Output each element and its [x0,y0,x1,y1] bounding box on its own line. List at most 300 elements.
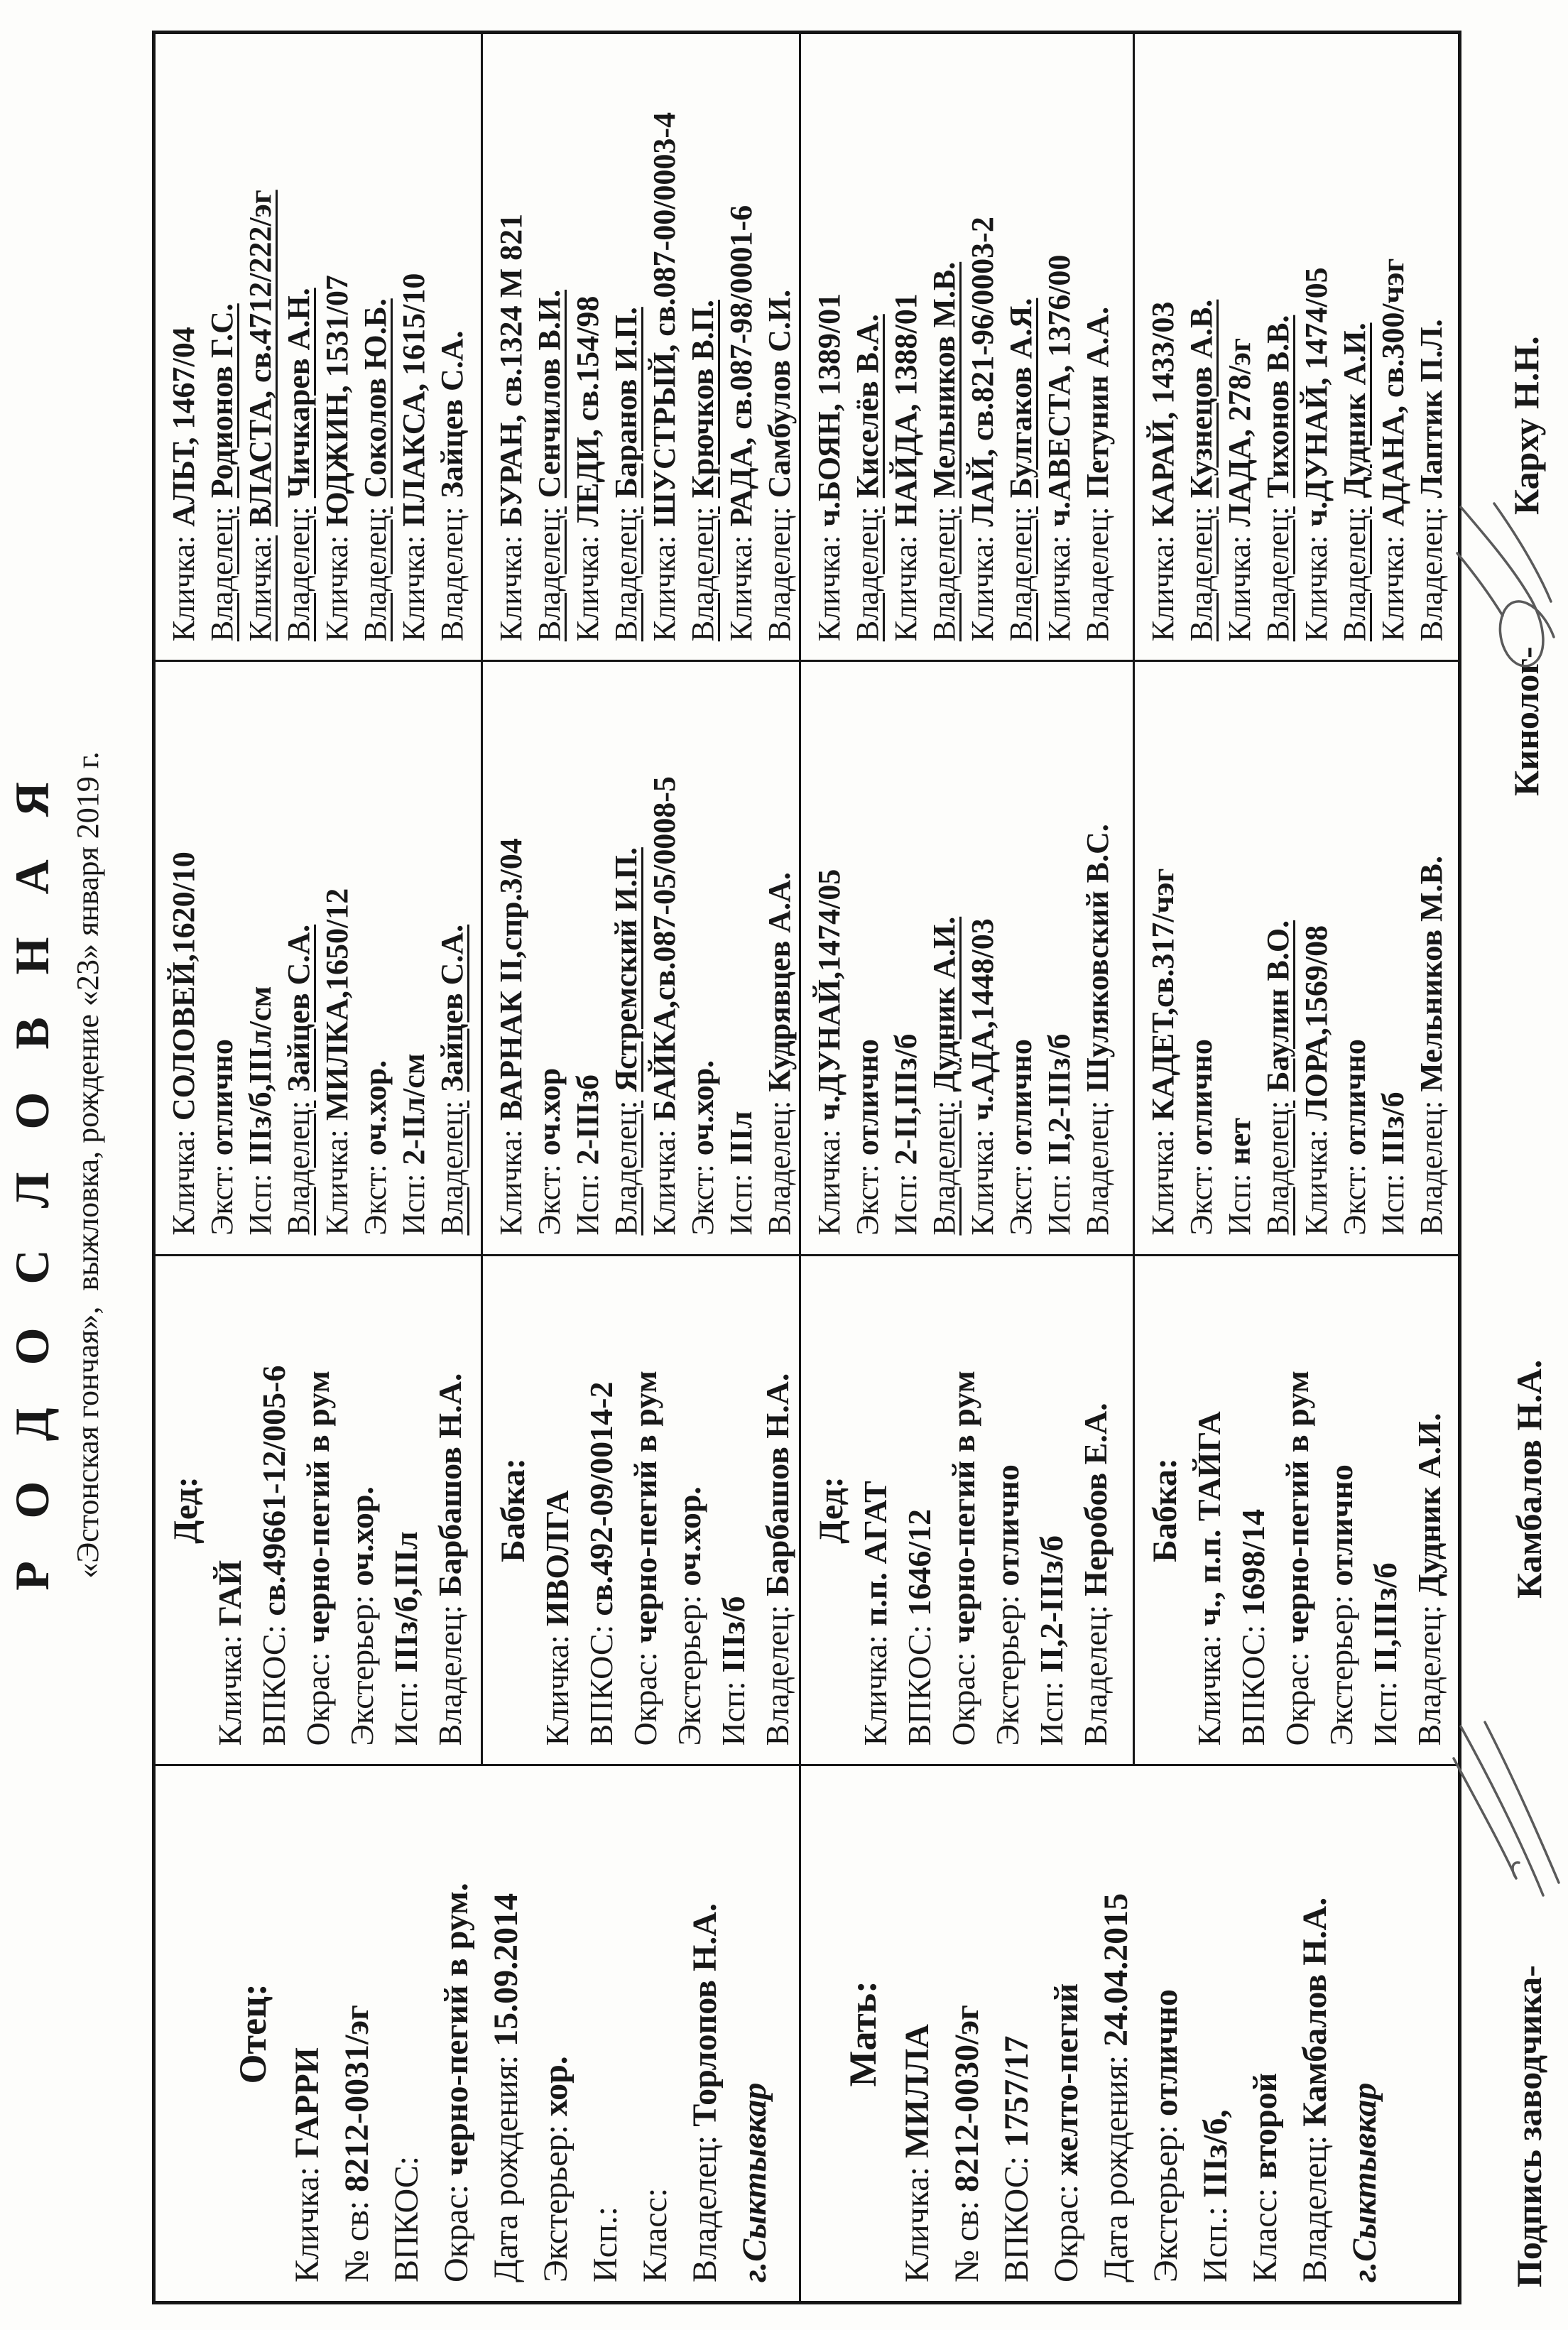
great-grandparents-cell-3 [799,662,1133,1253]
value: ЛОРА,1569/08 [1299,925,1334,1121]
value: Шуляковский В.С. [1080,824,1115,1092]
label: Окрас: [1047,2184,1085,2282]
class-line [1241,1766,1290,2301]
label: Владелец: [1411,1604,1447,1746]
parents-column [156,1766,1458,2301]
value: Чичкарев А.Н. [281,288,316,499]
value: ч., п.п. ТАЙГА [1191,1411,1227,1627]
value: Кудрявцев А.А. [762,872,797,1092]
value: IIIз/б,IIIл/см [243,986,278,1165]
label: ВПКОС: [388,2155,425,2282]
owner-line [925,662,964,1253]
breeder-name: Камбалов Н.А. [1509,1359,1549,1599]
label: Кличка: [857,1635,893,1746]
label: Экстерьер: [1147,2125,1185,2282]
owner-line [1002,34,1040,660]
label: Экст: [850,1164,885,1236]
label: Кличка: [1191,1635,1227,1746]
label: Владелец: [927,506,962,642]
exterior-line [1141,1766,1191,2301]
name-line [535,1256,579,1765]
value: Соколов Ю.Б. [358,298,393,499]
value: Мельников М.В. [927,261,962,499]
value: II,2-IIIз/б [1042,1033,1077,1165]
name-line [241,34,280,660]
label: Окрас: [300,1652,336,1746]
label: Окрас: [437,2184,475,2282]
field-trial-line [1363,1256,1408,1765]
value: II,2-IIIз/б [1033,1535,1069,1673]
mother-cell [799,1766,1458,2301]
label: Исп: [243,1173,278,1236]
owner-line [1079,662,1117,1253]
label: Кличка: [1222,535,1257,642]
value: 8212-0031/эг [338,2005,376,2192]
owner-line [203,34,241,660]
label: Кличка: [494,1129,528,1236]
value: отлично [850,1039,885,1156]
label: Кличка: [212,1635,248,1746]
label: Кличка: [1145,1129,1180,1236]
label: Кличка: [1145,535,1180,642]
owner-line [761,662,799,1253]
label: Владелец: [609,506,643,642]
exterior-line [1336,662,1374,1253]
label: Кличка: [965,535,1000,642]
label: Экст: [205,1164,239,1236]
owner-line [680,1766,730,2301]
name-line [1040,34,1079,660]
name-line [492,662,530,1253]
value: желто-пегий [1047,1983,1085,2177]
label: Исп: [724,1173,758,1236]
value: г.Сыктывкар [736,2082,773,2282]
label: Исп: [1367,1681,1403,1746]
owner-line [428,1256,472,1765]
value: ЮДЖИН, 1531/07 [320,275,354,527]
label: Владелец: [762,1100,797,1236]
value: НАЙДА, 1388/01 [888,293,923,527]
great-grandparents-cell-4 [1133,662,1458,1253]
value: II,IIIз/б [1367,1562,1403,1673]
grandmother-maternal-cell [1133,1256,1458,1765]
value: отлично [205,1039,239,1156]
field-trial-line [1221,662,1259,1253]
value: Зайцев С.А. [435,330,469,499]
label: Кличка: [320,535,354,642]
vpkos-line [992,1766,1042,2301]
mother-header: Мать: [842,1980,884,2087]
value: Дудник А.И. [927,916,962,1092]
label: Класс: [1246,2187,1284,2282]
value: Ястремский И.П. [609,847,643,1092]
label: Владелец: [435,1100,469,1236]
value: Лаптик П.Л. [1414,319,1449,499]
value: нет [1222,1118,1257,1165]
label: Владелец: [762,506,797,642]
label: Кличка: [965,1129,1000,1236]
value: Крючков В.П. [685,300,720,499]
label: Кличка: [898,2166,936,2282]
name-line [1297,34,1336,660]
name-line [569,34,607,660]
grandfather-maternal-cell [799,1256,1133,1765]
name-line [646,662,684,1253]
label: Экст: [1337,1164,1372,1236]
color-line [942,1256,986,1765]
value: ВАРНАК II,спр.3/04 [494,838,528,1121]
exterior-line [1002,662,1040,1253]
label: Исп.: [1197,2206,1234,2282]
value: Сенчилов В.И. [532,289,567,499]
label: Исп: [888,1173,923,1236]
label: № св: [948,2200,986,2282]
owner-line [530,34,569,660]
name-line [854,1256,898,1765]
field-trial-line [1191,1766,1241,2301]
field-trial-line [1030,1256,1074,1765]
owner-line [684,34,722,660]
value: 15.09.2014 [487,1893,525,2047]
owner-line [925,34,964,660]
owner-line [756,1256,799,1765]
exterior-line [668,1256,712,1765]
value: IIIз/б, [1197,2109,1234,2198]
value: ч.ДУНАЙ,1474/05 [812,869,846,1121]
label: Владелец: [435,506,469,642]
name-line [964,34,1002,660]
value: ВЛАСТА, св.4712/222/эг [243,190,278,527]
value: 1646/12 [901,1508,937,1616]
value: отлично [1003,1039,1038,1156]
label: Экст: [685,1164,720,1236]
label: Владелец: [358,506,393,642]
owner-line [1182,34,1221,660]
owner-line [1074,1256,1118,1765]
label: ВПКОС: [583,1624,619,1746]
label: Владелец: [927,1100,962,1236]
father-header: Отец: [232,1983,274,2084]
field-trial-line [581,1766,631,2301]
label: Дата рождения: [487,2054,525,2282]
granddam-header: Бабка: [1146,1458,1184,1562]
color-line [1275,1256,1319,1765]
vpkos-line [252,1256,296,1765]
grandparents-column [156,1256,1458,1767]
field-trial-line [722,662,761,1253]
name-line [1187,1256,1231,1765]
label: Владелец: [1296,2135,1334,2282]
owner-line [1259,662,1297,1253]
label: Класс: [636,2187,674,2282]
label: Владелец: [686,2135,724,2282]
name-line [646,34,684,660]
value: оч.хор [532,1067,567,1156]
name-line [395,34,433,660]
class-line [631,1766,680,2301]
label: Экстерьер: [344,1594,380,1746]
exterior-line [530,662,569,1253]
value: черно-пегий в рум. [437,1883,475,2177]
label: Кличка: [396,535,431,642]
owner-line [1408,1256,1452,1765]
value: ШУСТРЫЙ, св.087-00/0003-4 [647,111,682,527]
value: Петунин А.А. [1080,306,1115,499]
label: Исп: [715,1681,751,1746]
owner-line [1290,1766,1340,2301]
grandmother-paternal-cell [481,1256,799,1765]
name-line [1297,662,1336,1253]
label: Кличка: [1299,1129,1334,1236]
value: Родионов Г.С. [205,303,239,499]
label: Кличка: [647,535,682,642]
label: Владелец: [1414,1100,1449,1236]
value: п.п. АГАТ [857,1481,893,1627]
name-line [165,662,203,1253]
label: Исп.: [587,2206,624,2282]
value: черно-пегий в рум [627,1371,663,1644]
value: ч.АВЕСТА, 1376/00 [1042,254,1077,527]
certificate-number-line [942,1766,992,2301]
value: АДАНА, св.300/чэг [1376,258,1410,527]
vpkos-line [898,1256,942,1765]
owner-line [433,34,472,660]
value: РАДА, св.087-98/0001-6 [724,205,758,527]
exterior-line [986,1256,1030,1765]
label: Исп: [396,1173,431,1236]
gg-grandparents-cell-4 [1133,34,1458,660]
name-line [1144,34,1182,660]
value: отлично [1337,1039,1372,1156]
label: Владелец: [281,506,316,642]
label: Владелец: [1080,506,1115,642]
label: ВПКОС: [1235,1624,1271,1746]
pedigree-table [152,31,1461,2304]
value: Барбашов Н.А. [759,1373,795,1596]
value: КАДЕТ,св.317/чэг [1145,868,1180,1121]
label: Исп: [1042,1173,1077,1236]
label: Кличка: [812,535,846,642]
value: 2-IIл/см [396,1053,431,1165]
field-trial-line [384,1256,428,1765]
field-trial-line [712,1256,756,1765]
field-trial-line [887,662,925,1253]
vpkos-line [382,1766,432,2301]
name-line [887,34,925,660]
value: Зайцев С.А. [281,924,316,1092]
label: Кличка: [570,535,605,642]
exterior-line [684,662,722,1253]
document-title: РОДОСЛОВНАЯ [5,739,59,1591]
label: Окрас: [627,1652,663,1746]
label: Дата рождения: [1097,2054,1135,2282]
owner-line [1259,34,1297,660]
gg-grandparents-cell-3 [799,34,1133,660]
value: 8212-0030/эг [948,2005,986,2192]
vpkos-line [579,1256,624,1765]
label: Экстерьер: [989,1594,1025,1746]
value: ИВОЛГА [539,1490,575,1627]
label: Кличка: [288,2166,326,2282]
color-line [624,1256,668,1765]
label: Кличка: [243,535,278,642]
label: Кличка: [166,535,201,642]
value: Дудник А.И. [1411,1412,1447,1596]
name-line [810,34,849,660]
kinolog-signature-scribble [1443,496,1567,681]
value: черно-пегий в рум [945,1371,981,1644]
value: 24.04.2015 [1097,1893,1135,2047]
value: 1698/14 [1235,1508,1271,1616]
owner-line [1079,34,1117,660]
value: отлично [1184,1039,1219,1156]
label: Кличка: [812,1129,846,1236]
grandsire-header: Дед: [167,1476,205,1544]
owner-line [761,34,799,660]
value: св.49661-12/005-6 [256,1365,292,1616]
name-line [1221,34,1259,660]
label: Владелец: [1261,1100,1295,1236]
exterior-line [356,662,395,1253]
label: Экстерьер: [1323,1594,1359,1746]
label: Владелец: [1184,506,1219,642]
label: Кличка: [724,535,758,642]
breeder-signature-scribble [1445,1716,1566,1904]
value: ч.БОЯН, 1389/01 [812,293,846,527]
field-trial-line [569,662,607,1253]
exterior-line [203,662,241,1253]
field-trial-line [395,662,433,1253]
value: ПЛАКСА, 1615/10 [396,273,431,527]
label: Кличка: [166,1129,201,1236]
label: Исп: [570,1173,605,1236]
name-line [318,34,356,660]
vpkos-line [1231,1256,1275,1765]
owner-line [280,662,318,1253]
city-line [730,1766,780,2301]
name-line [1374,34,1412,660]
city-line [1340,1766,1390,2301]
value: Булгаков А.Я. [1003,298,1038,499]
value: АЛЬТ, 1467/04 [166,327,201,527]
value: черно-пегий в рум [1279,1371,1315,1644]
value: Дудник А.И. [1337,322,1372,499]
field-trial-line [1040,662,1079,1253]
color-line [296,1256,340,1765]
value: св.492-09/0014-2 [583,1381,619,1616]
label: Экст: [532,1164,567,1236]
value: Неробов Е.А. [1077,1403,1114,1596]
label: Кличка: [539,1635,575,1746]
label: Экст: [358,1164,393,1236]
great-grandparents-column [156,662,1458,1256]
name-line [165,34,203,660]
value: Самбулов С.И. [762,289,797,499]
value: 2-II,IIIз/б [888,1033,923,1165]
breeder-signature-label: Подпись заводчика- [1509,1965,1549,2287]
owner-line [433,662,472,1253]
label: Исп: [1376,1173,1410,1236]
father-cell [156,1766,799,2301]
label: ВПКОС: [256,1624,292,1746]
label: № св: [338,2200,376,2282]
value: г.Сыктывкар [1346,2082,1383,2282]
label: Владелец: [281,1100,316,1236]
label: Владелец: [1414,506,1449,642]
value: Зайцев С.А. [435,924,469,1092]
exterior-line [1182,662,1221,1253]
value: отлично [1147,1989,1185,2117]
value: IIIл [724,1111,758,1165]
label: Владелец: [205,506,239,642]
value: хор. [537,2056,575,2117]
field-trial-line [241,662,280,1253]
name-line [283,1766,332,2301]
label: Кличка: [494,535,528,642]
owner-line [607,34,646,660]
label: Кличка: [1299,535,1334,642]
value: МИЛКА,1650/12 [320,888,354,1121]
label: Владелец: [609,1100,643,1236]
grandsire-header: Дед: [812,1476,850,1544]
birthdate-line [1091,1766,1141,2301]
birthdate-line [481,1766,531,2301]
name-line [318,662,356,1253]
value: Баранов И.П. [609,307,643,499]
value: Барбашов Н.А. [432,1373,468,1596]
label: Владелец: [759,1604,795,1746]
value: МИЛЛА [898,2024,936,2158]
value: отлично [989,1464,1025,1586]
value: оч.хор. [671,1486,707,1586]
value: Мельников М.В. [1414,856,1449,1092]
label: Владелец: [1003,506,1038,642]
label: Экстерьер: [537,2125,575,2282]
name-line [492,34,530,660]
label: Кличка: [320,1129,354,1236]
label: Окрас: [945,1652,981,1746]
owner-line [356,34,395,660]
kinolog-label: Кинолог- [1506,646,1546,796]
owner-line [1336,34,1374,660]
label: Владелец: [432,1604,468,1746]
label: Владелец: [1080,1100,1115,1236]
label: Владелец: [1261,506,1295,642]
name-line [893,1766,942,2301]
field-trial-line [1374,662,1412,1253]
great-grandparents-cell-2 [481,662,799,1253]
value: Тихонов В.В. [1261,315,1295,499]
label: Экст: [1003,1164,1038,1236]
name-line [722,34,761,660]
value: ГАЙ [212,1559,248,1627]
value: черно-пегий в рум [300,1371,336,1644]
name-line [964,662,1002,1253]
color-line [1042,1766,1091,2301]
certificate-number-line [332,1766,382,2301]
value: КАРАЙ, 1433/03 [1145,301,1180,527]
gg-grandparents-cell-2 [481,34,799,660]
value: оч.хор. [685,1060,720,1156]
label: Экстерьер: [671,1594,707,1746]
value: ЛАДА, 278/эг [1222,337,1257,527]
label: Исп: [388,1681,424,1746]
value: ЛЕДИ, св.154/98 [570,295,605,527]
label: Кличка: [1376,535,1410,642]
grandfather-paternal-cell [156,1256,481,1765]
value: Киселёв В.А. [850,314,885,499]
label: Владелец: [850,506,885,642]
